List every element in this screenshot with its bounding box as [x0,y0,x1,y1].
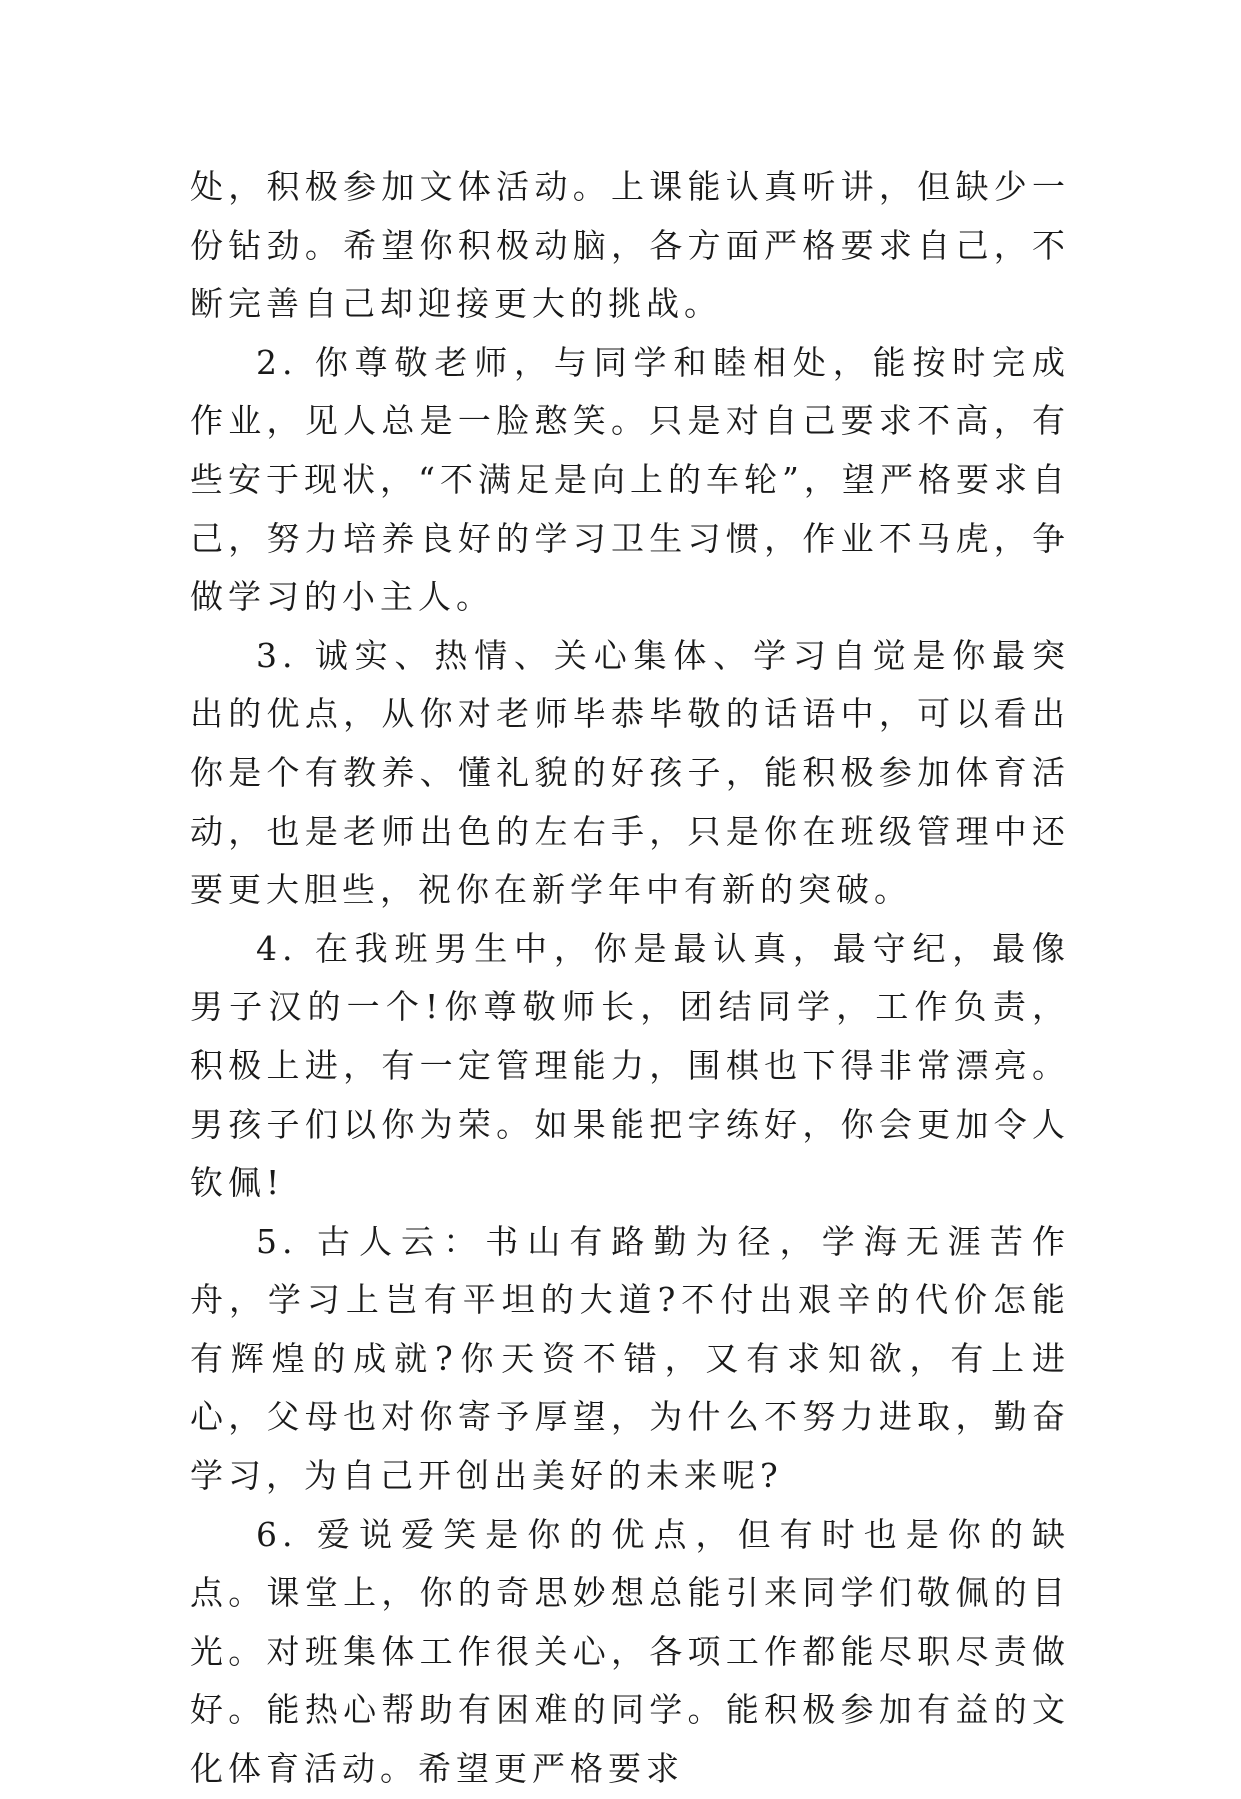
paragraph-comment-2: 2. 你尊敬老师，与同学和睦相处，能按时完成作业，见人总是一脸憨笑。只是对自己要求不高，有些安于现状，“不满足是向上的车轮”，望严格要求自己，努力培养良好的学习卫生习惯，作业不马虎，争做学习的小主人。 [190,342,1070,617]
document-body [190,158,1070,1799]
paragraph-comment-6: 6. 爱说爱笑是你的优点，但有时也是你的缺点。课堂上，你的奇思妙想总能引来同学们敬佩的目光。对班集体工作很关心，各项工作都能尽职尽责做好。能热心帮助有困难的同学。能积极参加有益的文化体育活动。希望更严格要求 [190,1514,1070,1789]
paragraph-continuation: 处，积极参加文体活动。上课能认真听讲，但缺少一份钻劲。希望你积极动脑，各方面严格要求自己，不断完善自己却迎接更大的挑战。 [190,167,1070,324]
paragraph-comment-3: 3. 诚实、热情、关心集体、学习自觉是你最突出的优点，从你对老师毕恭毕敬的话语中，可以看出你是个有教养、懂礼貌的好孩子，能积极参加体育活动，也是老师出色的左右手，只是你在班级管理中还要更大胆些，祝你在新学年中有新的突破。 [190,635,1070,910]
paragraph-comment-5: 5. 古人云：书山有路勤为径，学海无涯苦作舟，学习上岂有平坦的大道?不付出艰辛的代价怎能有辉煌的成就?你天资不错，又有求知欲，有上进心，父母也对你寄予厚望，为什么不努力进取，勤奋学习，为自己开创出美好的未来呢? [190,1221,1070,1496]
paragraph-comment-4: 4. 在我班男生中，你是最认真，最守纪，最像男子汉的一个!你尊敬师长，团结同学，工作负责，积极上进，有一定管理能力，围棋也下得非常漂亮。男孩子们以你为荣。如果能把字练好，你会更加令人钦佩! [190,928,1070,1203]
